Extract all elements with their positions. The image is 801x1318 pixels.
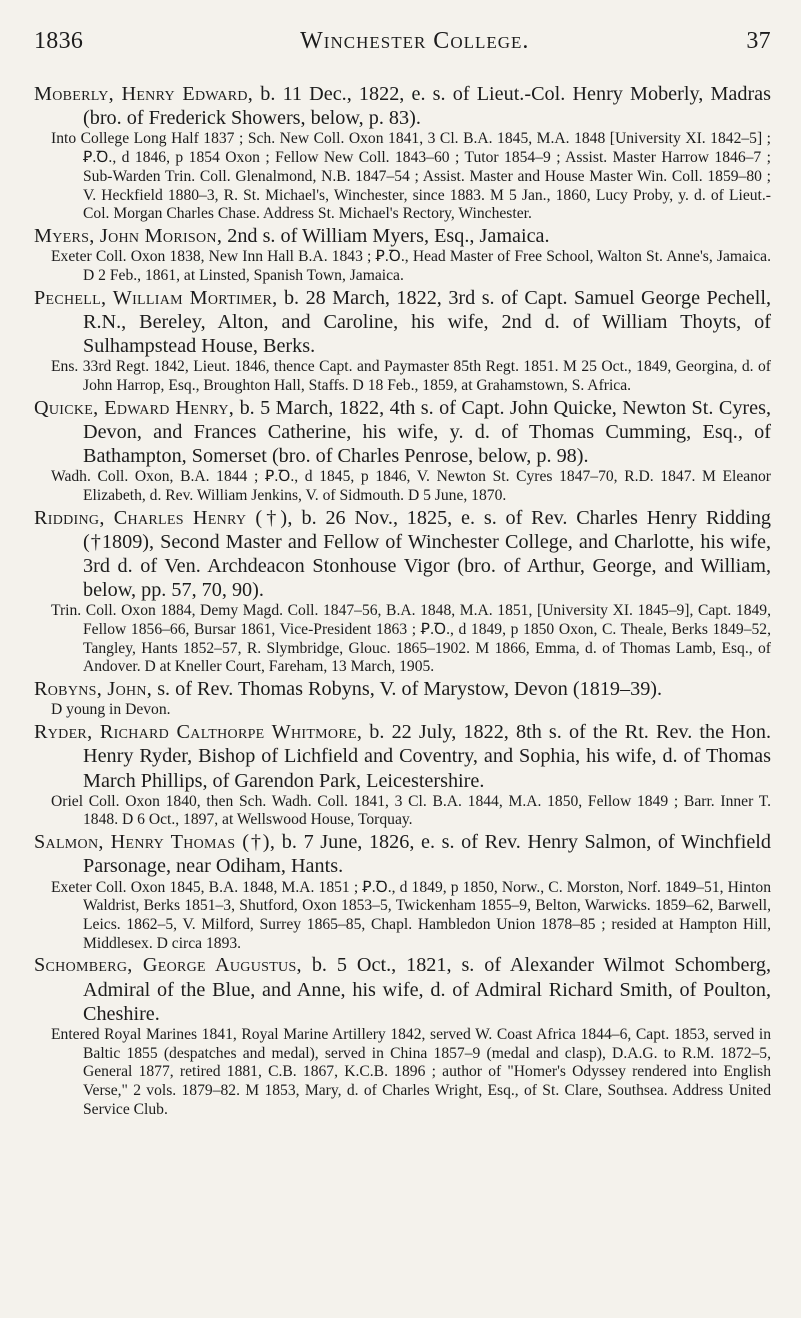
entry-heading [34, 720, 771, 793]
entry-detail: Wadh. Coll. Oxon, B.A. 1844 ; Ꝑ.Ꝺ., d 1845, p 1846, V. Newton St. Cyres 1847–70, R.D. 1847. M Eleanor Elizabeth, d. Rev. William Jenkins, V. of Sidmouth. D 5 June, 1870. [51, 468, 771, 504]
entry-heading [34, 396, 771, 469]
register-entries [34, 82, 771, 1119]
entry-main-text: b. 11 Dec., 1822, e. s. of Lieut.-Col. Henry Moberly, Madras (bro. of Frederick Showers, below, p. 83). [83, 83, 772, 130]
entry-heading [34, 677, 771, 701]
entry-name: Pechell, William Mortimer, [34, 286, 278, 309]
entry-heading [34, 953, 771, 1026]
entry-detail: Oriel Coll. Oxon 1840, then Sch. Wadh. Coll. 1841, 3 Cl. B.A. 1844, M.A. 1850, Fellow 1849 ; Barr. Inner T. 1848. D 6 Oct., 1897, at Wellswood House, Torquay. [51, 792, 771, 829]
entry-heading [34, 506, 771, 603]
entry-detail: Ens. 33rd Regt. 1842, Lieut. 1846, thence Capt. and Paymaster 85th Regt. 1851. M 25 Oct., 1849, Georgina, d. of John Harrop, Esq., Broughton Hall, Staffs. D 18 Feb., 1859, at Grahamstown, S. Africa. [51, 358, 771, 394]
entry-heading [34, 286, 771, 359]
entry-moberly [34, 82, 771, 224]
entry-main-text: s. of Rev. Thomas Robyns, V. of Marystow, Devon (1819–39). [152, 678, 663, 701]
header-title: Winchester College. [300, 28, 530, 54]
entry-heading [34, 830, 771, 878]
entry-name: Robyns, John, [34, 678, 153, 701]
entry-detail: Trin. Coll. Oxon 1884, Demy Magd. Coll. 1847–56, B.A. 1848, M.A. 1851, [University XI. 1845–9], Capt. 1849, Fellow 1856–66, Bursar 1861, Vice-President 1863 ; Ꝑ.Ꝺ., d 1849, p 1850 Oxon, C. Theale, Berks 1849–52, Tangley, Hants 1852–57, R. Slymbridge, Glouc. 1865–1902. M 1866, Emma, d. of Thomas Lamb, Esq., of Andover. D at Kneller Court, Fareham, 13 March, 1905. [51, 602, 771, 676]
entry-name: Ryder, Richard Calthorpe Whitmore, [34, 721, 363, 744]
entry-name: Schomberg, George Augustus, [34, 954, 302, 977]
entry-name: Myers, John Morison, [34, 224, 223, 247]
entry-quicke [34, 396, 771, 506]
entry-robyns [34, 677, 771, 720]
entry-ryder [34, 720, 771, 830]
entry-main-text: b. 28 March, 1822, 3rd s. of Capt. Samuel George Pechell, R.N., Bereley, Alton, and Caroline, his wife, 2nd d. of William Thoyts, of Sulhampstead House, Berks. [83, 286, 771, 357]
entry-heading [34, 82, 771, 130]
entry-detail: Exeter Coll. Oxon 1845, B.A. 1848, M.A. 1851 ; Ꝑ.Ꝺ., d 1849, p 1850, Norw., C. Morston, Norf. 1849–51, Hinton Waldrist, Berks 1851–3, Shutford, Oxon 1853–5, Twickenham 1855–9, Belton, Warwicks. 1859–62, Barwell, Leics. 1862–5, V. Milford, Surrey 1865–85, Chapl. Hambledon Union 1878–85 ; resided at Hampton Hill, Middlesex. D circa 1893. [51, 878, 771, 952]
header-year: 1836 [34, 28, 84, 54]
entry-main-text: b. 22 July, 1822, 8th s. of the Rt. Rev. the Hon. Henry Ryder, Bishop of Lichfield and Coventry, and Sophia, his wife, d. of Thomas March Phillips, of Garendon Park, Leicestershire. [83, 721, 771, 792]
entry-detail: D young in Devon. [51, 701, 171, 719]
entry-main-text: b. 26 Nov., 1825, e. s. of Rev. Charles Henry Ridding (†1809), Second Master and Fellow of Winchester College, and Charlotte, his wife, 3rd d. of Ven. Archdeacon Stonhouse Vigor (bro. of Arthur, George, and William, below, pp. 57, 70, 90). [83, 506, 772, 602]
entry-name: Moberly, Henry Edward, [34, 83, 254, 105]
entry-main-text: b. 7 June, 1826, e. s. of Rev. Henry Salmon, of Winchfield Parsonage, near Odiham, Hants. [83, 831, 771, 878]
entry-myers [34, 224, 771, 286]
entry-salmon [34, 830, 771, 953]
entry-name: Ridding, Charles Henry (†), [34, 506, 293, 529]
page-header [34, 28, 771, 58]
page-number: 37 [746, 28, 771, 54]
entry-main-text: 2nd s. of William Myers, Esq., Jamaica. [222, 224, 550, 247]
entry-heading [34, 224, 771, 248]
entry-main-text: b. 5 Oct., 1821, s. of Alexander Wilmot Schomberg, Admiral of the Blue, and Anne, his wife, d. of Admiral Richard Smith, of Poulton, Cheshire. [83, 954, 771, 1025]
entry-ridding [34, 506, 771, 678]
entry-name: Salmon, Henry Thomas (†), [34, 831, 276, 854]
entry-detail: Into College Long Half 1837 ; Sch. New Coll. Oxon 1841, 3 Cl. B.A. 1845, M.A. 1848 [University XI. 1842–5] ; Ꝑ.Ꝺ., d 1846, p 1854 Oxon ; Fellow New Coll. 1843–60 ; Tutor 1854–9 ; Assist. Master Harrow 1846–7 ; Sub-Warden Trin. Coll. Glenalmond, N.B. 1847–54 ; Assist. Master and House Master Win. Coll. 1859–80 ; V. Heckfield 1880–3, R. St. Michael's, Winchester, since 1883. M 5 Jan., 1860, Lucy Proby, y. d. of Lieut.-Col. Morgan Charles Chase. Address St. Michael's Rectory, Winchester. [51, 130, 771, 223]
entry-main-text: b. 5 March, 1822, 4th s. of Capt. John Quicke, Newton St. Cyres, Devon, and Frances Catherine, his wife, y. d. of Thomas Cumming, Esq., of Bathampton, Somerset (bro. of Charles Penrose, below, p. 98). [83, 396, 771, 467]
entry-pechell [34, 286, 771, 396]
entry-detail: Exeter Coll. Oxon 1838, New Inn Hall B.A. 1843 ; Ꝑ.Ꝺ., Head Master of Free School, Walton St. Anne's, Jamaica. D 2 Feb., 1861, at Linsted, Spanish Town, Jamaica. [51, 248, 771, 284]
entry-name: Quicke, Edward Henry, [34, 396, 235, 419]
entry-detail: Entered Royal Marines 1841, Royal Marine Artillery 1842, served W. Coast Africa 1844–6, Capt. 1853, served in Baltic 1855 (despatches and medal), served in China 1857–9 (medal and clasp), D.A.G. to R.M. 1872–5, General 1877, retired 1881, C.B. 1867, K.C.B. 1896 ; author of "Homer's Odyssey rendered into English Verse," 2 vols. 1879–82. M 1853, Mary, d. of Charles Wright, Esq., of St. Clare, Southsea. Address United Service Club. [51, 1025, 771, 1118]
entry-schomberg [34, 953, 771, 1119]
